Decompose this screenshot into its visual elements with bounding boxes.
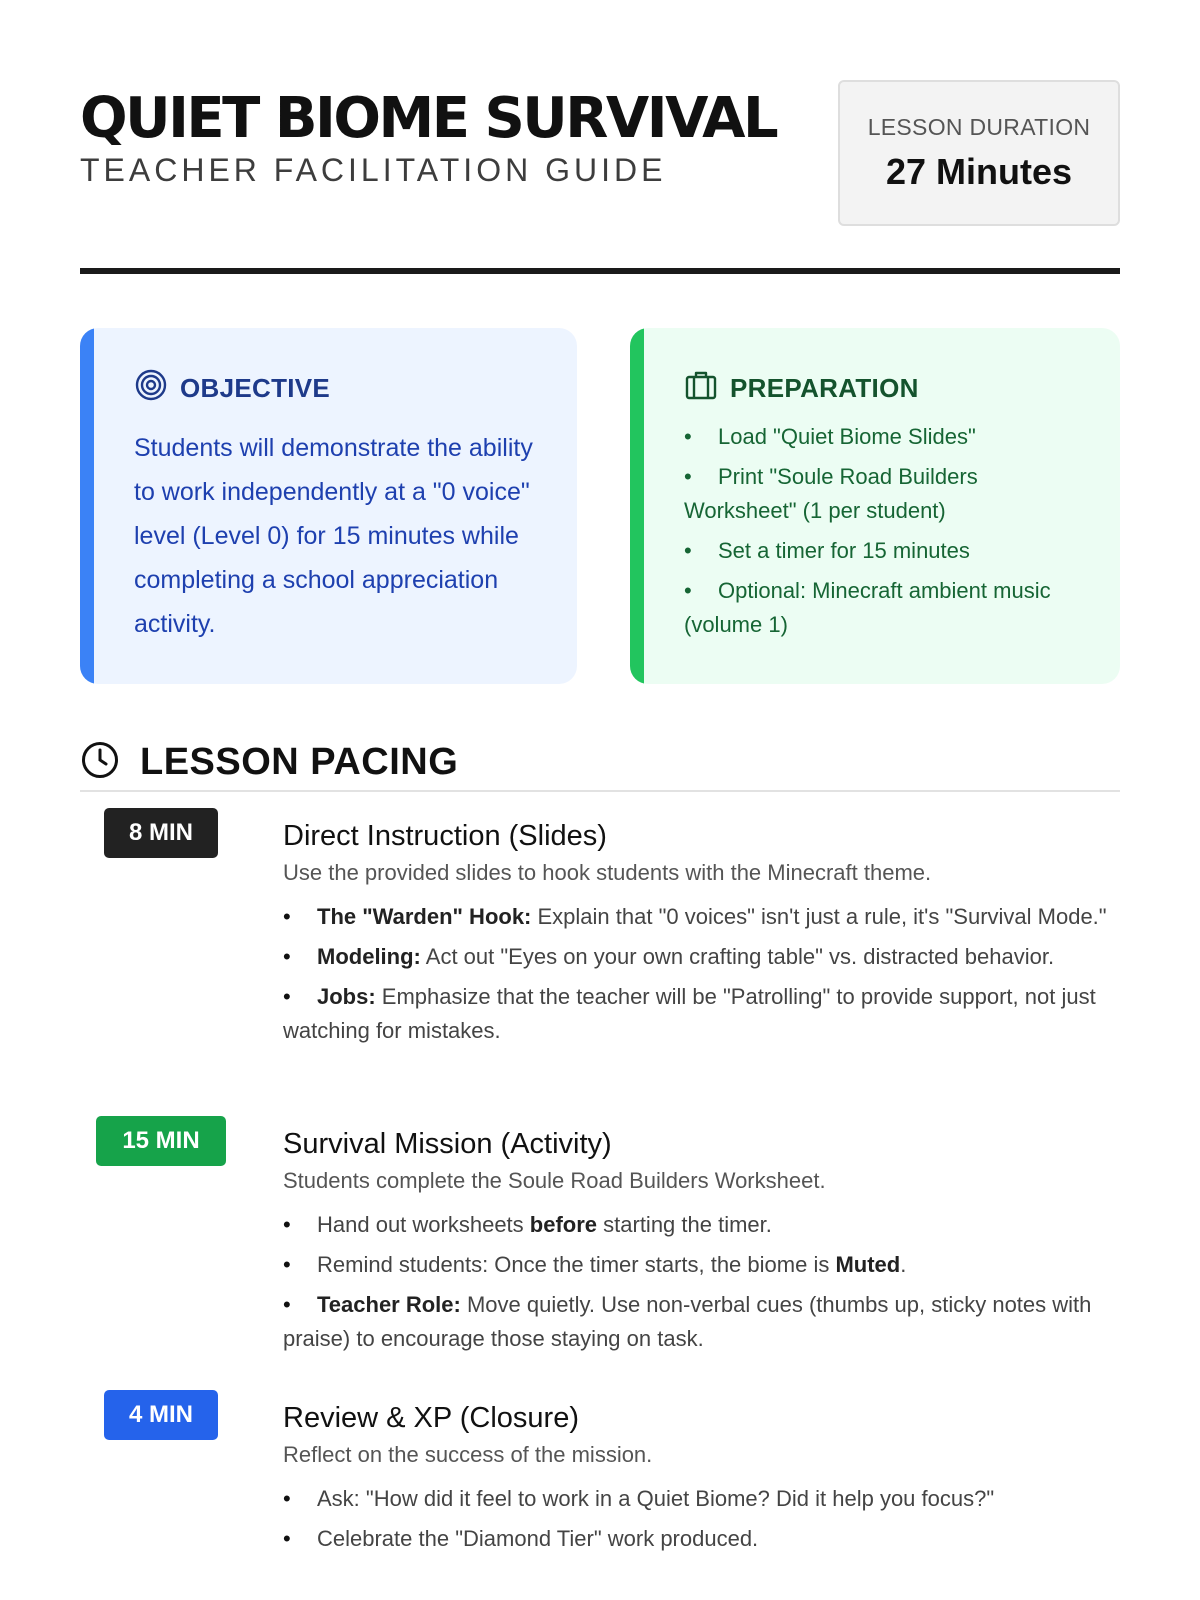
list-item: • Load "Quiet Biome Slides" bbox=[684, 420, 1094, 454]
preparation-heading-label: PREPARATION bbox=[730, 373, 919, 403]
lesson-pacing-title: LESSON PACING bbox=[140, 741, 459, 783]
step-list bbox=[283, 1482, 1113, 1556]
list-item: • Teacher Role: Move quietly. Use non-verbal cues (thumbs up, sticky notes with praise) to encourage those staying on task. bbox=[283, 1288, 1113, 1356]
header-divider bbox=[80, 268, 1120, 274]
section-divider bbox=[80, 790, 1120, 792]
step-list bbox=[283, 900, 1113, 1048]
list-item: • Celebrate the "Diamond Tier" work produced. bbox=[283, 1522, 1113, 1556]
list-item: • Ask: "How did it feel to work in a Quiet Biome? Did it help you focus?" bbox=[283, 1482, 1113, 1516]
step-description: Use the provided slides to hook students with the Minecraft theme. bbox=[283, 860, 932, 885]
objective-heading bbox=[134, 368, 330, 409]
objective-accent-bar bbox=[80, 328, 94, 684]
header bbox=[80, 80, 1120, 230]
page-subtitle: TEACHER FACILITATION GUIDE bbox=[80, 152, 667, 188]
list-item: • The "Warden" Hook: Explain that "0 voices" isn't just a rule, it's "Survival Mode." bbox=[283, 900, 1113, 934]
lesson-pacing-heading bbox=[80, 740, 458, 785]
step-description: Reflect on the success of the mission. bbox=[283, 1442, 653, 1467]
target-icon bbox=[134, 368, 168, 409]
duration-label: LESSON DURATION bbox=[867, 114, 1091, 140]
step-description: Students complete the Soule Road Builders Worksheet. bbox=[283, 1168, 826, 1193]
preparation-card bbox=[630, 328, 1120, 684]
list-item: • Hand out worksheets before starting the timer. bbox=[283, 1208, 1113, 1242]
duration-value: 27 Minutes bbox=[885, 151, 1073, 192]
objective-card bbox=[80, 328, 577, 684]
preparation-accent-bar bbox=[630, 328, 644, 684]
step-title: Survival Mission (Activity) bbox=[283, 1128, 612, 1160]
list-item: • Print "Soule Road Builders Worksheet" (1 per student) bbox=[684, 460, 1094, 528]
objective-heading-label: OBJECTIVE bbox=[180, 373, 331, 403]
preparation-list bbox=[684, 420, 1094, 648]
step-title: Direct Instruction (Slides) bbox=[283, 820, 607, 852]
objective-text: Students will demonstrate the ability to work independently at a "0 voice" level (Level 0) for 15 minutes while completing a school appreciation activity. bbox=[134, 434, 533, 638]
list-item: • Optional: Minecraft ambient music (volume 1) bbox=[684, 574, 1094, 642]
list-item: • Jobs: Emphasize that the teacher will be "Patrolling" to provide support, not just watching for mistakes. bbox=[283, 980, 1113, 1048]
page-title: QUIET BIOME SURVIVAL bbox=[80, 86, 777, 151]
time-badge: 4 MIN bbox=[104, 1390, 218, 1440]
step-title: Review & XP (Closure) bbox=[283, 1402, 580, 1434]
time-badge: 8 MIN bbox=[104, 808, 218, 858]
lesson-duration-box bbox=[838, 80, 1120, 226]
briefcase-icon bbox=[684, 368, 718, 409]
preparation-heading bbox=[684, 368, 919, 409]
time-badge: 15 MIN bbox=[96, 1116, 226, 1166]
list-item: • Modeling: Act out "Eyes on your own crafting table" vs. distracted behavior. bbox=[283, 940, 1113, 974]
step-list bbox=[283, 1208, 1113, 1356]
list-item: • Remind students: Once the timer starts, the biome is Muted. bbox=[283, 1248, 1113, 1282]
clock-icon bbox=[80, 740, 120, 785]
list-item: • Set a timer for 15 minutes bbox=[684, 534, 1094, 568]
